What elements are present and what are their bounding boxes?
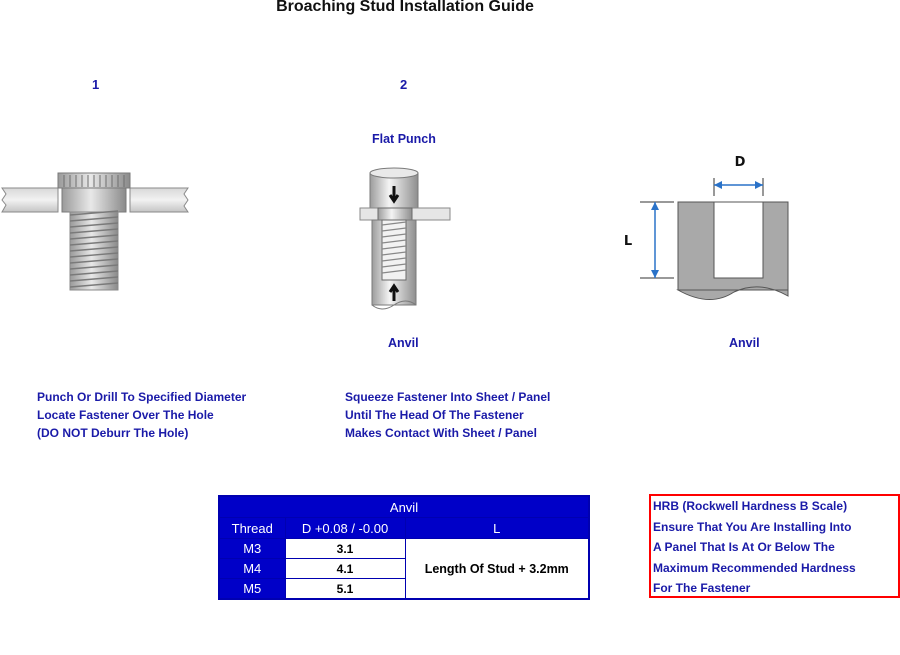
- flat-punch-label: Flat Punch: [372, 132, 436, 146]
- hardness-note-box: [649, 494, 900, 598]
- step1-line: (DO NOT Deburr The Hole): [37, 426, 189, 440]
- note-line: For The Fastener: [653, 581, 751, 595]
- step1-line: Punch Or Drill To Specified Diameter: [37, 390, 247, 404]
- anvil-label-right: Anvil: [729, 336, 760, 350]
- thread-cell: M4: [219, 559, 285, 579]
- step2-line: Makes Contact With Sheet / Panel: [345, 426, 537, 440]
- step-number-2: 2: [400, 77, 408, 92]
- page-title: Broaching Stud Installation Guide: [276, 0, 534, 15]
- stud-in-sheet-illustration: [0, 165, 200, 295]
- table-row: [219, 539, 589, 559]
- l-cell: Length Of Stud + 3.2mm: [405, 539, 589, 600]
- note-line: HRB (Rockwell Hardness B Scale): [653, 499, 848, 513]
- thread-cell: M5: [219, 579, 285, 600]
- d-cell: 5.1: [285, 579, 405, 600]
- dimension-d-label: D: [734, 155, 746, 170]
- note-line: Maximum Recommended Hardness: [653, 560, 856, 575]
- step-number-1: 1: [92, 77, 100, 92]
- d-cell: 4.1: [285, 559, 405, 579]
- thread-cell: M3: [219, 539, 285, 559]
- table-title: Anvil: [219, 496, 589, 518]
- anvil-dimensions-table: [218, 495, 590, 600]
- d-cell: 3.1: [285, 539, 405, 559]
- step1-line: Locate Fastener Over The Hole: [37, 408, 214, 422]
- step2-line: Squeeze Fastener Into Sheet / Panel: [345, 390, 551, 404]
- step2-line: Until The Head Of The Fastener: [345, 408, 524, 422]
- anvil-label-middle: Anvil: [388, 336, 419, 350]
- step2-instructions: [345, 388, 550, 442]
- dimension-l-label: L: [623, 234, 633, 249]
- table-header-l: L: [405, 518, 589, 539]
- table-header-d: D +0.08 / -0.00: [285, 518, 405, 539]
- anvil-dimension-diagram: [610, 150, 810, 320]
- press-illustration: [360, 165, 450, 335]
- table-header-thread: Thread: [219, 518, 285, 539]
- note-line: Ensure That You Are Installing Into: [653, 519, 852, 534]
- step1-instructions: [37, 388, 246, 442]
- note-line: A Panel That Is At Or Below The: [653, 540, 835, 554]
